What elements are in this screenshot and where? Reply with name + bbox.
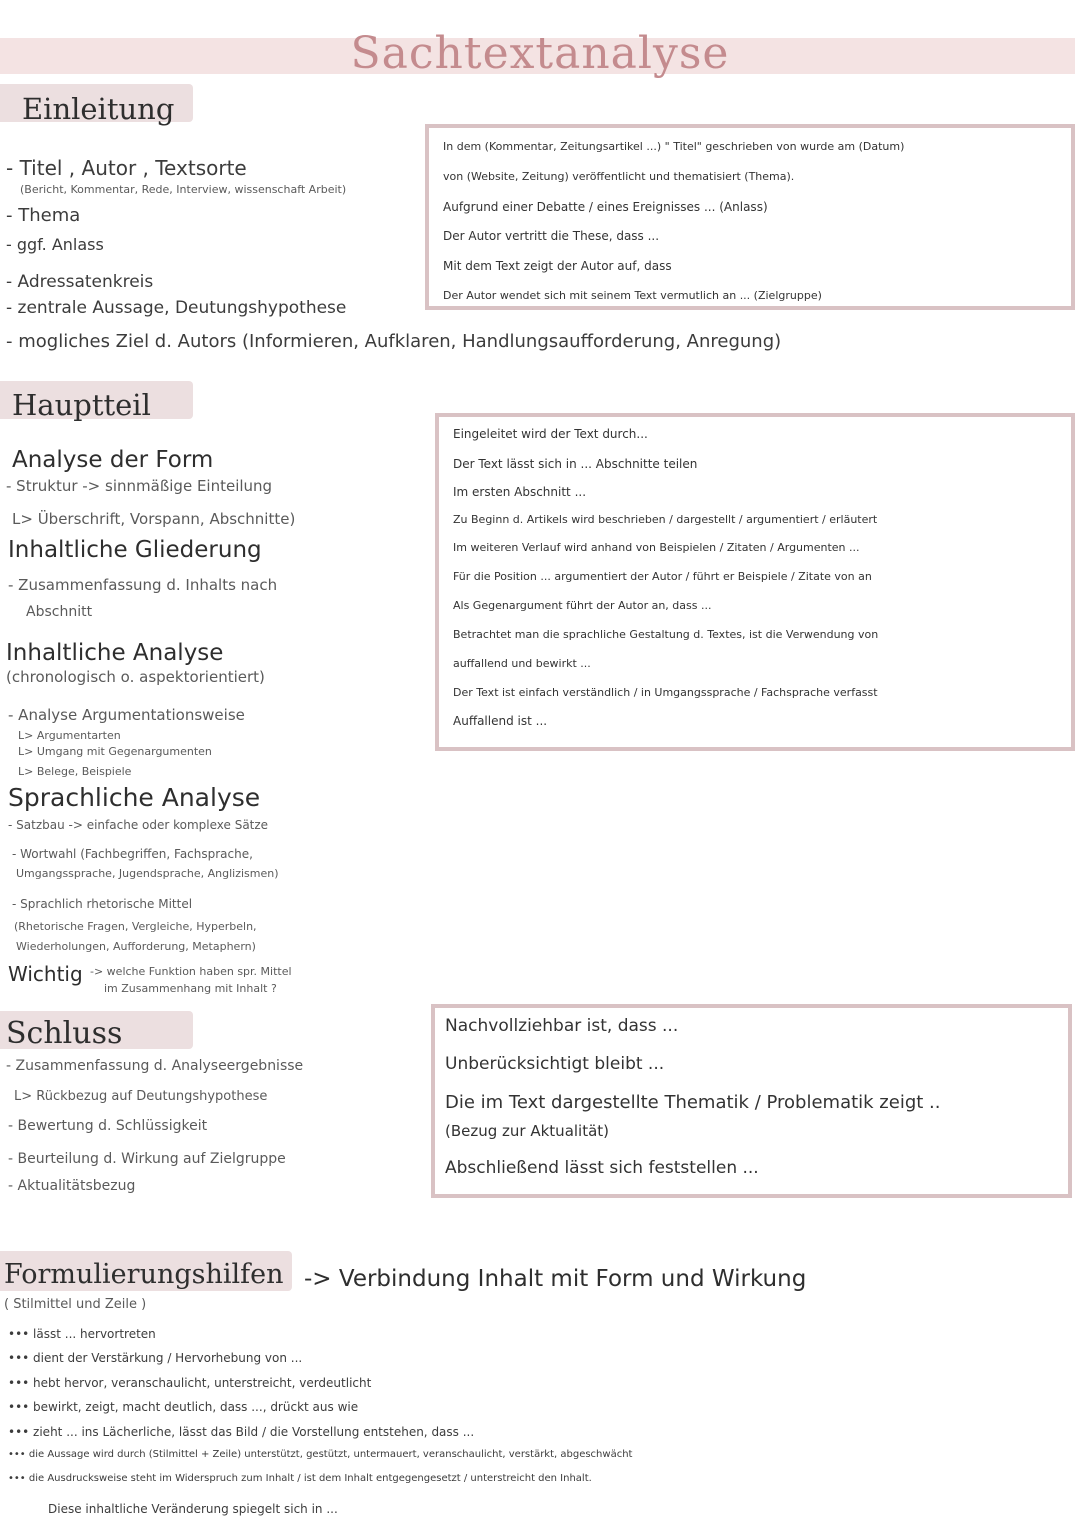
form-item: - Struktur -> sinnmäßige Einteilung: [6, 477, 273, 495]
formulierung-line: ••• dient der Verstärkung / Hervorhebung von ...: [8, 1351, 303, 1365]
einleitung-phrase-box: [425, 124, 1075, 310]
schluss-item: - Beurteilung d. Wirkung auf Zielgruppe: [8, 1151, 286, 1167]
gliederung-item: - Zusammenfassung d. Inhalts nach: [8, 576, 278, 594]
gliederung-item: Abschnitt: [26, 604, 93, 620]
inhalt-item: - Analyse Argumentationsweise: [8, 706, 245, 724]
formulierung-line: ••• bewirkt, zeigt, macht deutlich, dass ..., drückt aus wie: [8, 1400, 359, 1414]
phrase-line: Als Gegenargument führt der Autor an, dass ...: [453, 599, 712, 612]
formulierung-line: ••• die Ausdrucksweise steht im Widerspruch zum Inhalt / ist dem Inhalt entgegengesetzt / unterstreicht den Inhalt.: [8, 1473, 592, 1484]
phrase-line: Nachvollziehbar ist, dass ...: [445, 1016, 679, 1036]
inhalt-title: Inhaltliche Analyse: [6, 640, 224, 666]
sprache-item: Umgangssprache, Jugendsprache, Anglizismen): [16, 867, 279, 880]
phrase-line: Abschließend lässt sich feststellen ...: [445, 1158, 759, 1178]
wichtig-label: Wichtig: [8, 962, 83, 986]
inhalt-item: L> Umgang mit Gegenargumenten: [18, 745, 212, 758]
hauptteil-phrase-box: [435, 413, 1075, 751]
form-item: L> Überschrift, Vorspann, Abschnitte): [12, 510, 296, 528]
form-title: Analyse der Form: [12, 447, 214, 473]
inhalt-item: L> Belege, Beispiele: [18, 765, 132, 778]
formulierung-arrow-text: -> Verbindung Inhalt mit Form und Wirkung: [304, 1266, 807, 1292]
schluss-item: - Bewertung d. Schlüssigkeit: [8, 1118, 208, 1134]
phrase-line: auffallend und bewirkt ...: [453, 657, 591, 670]
formulierung-line: Diese inhaltliche Veränderung spiegelt sich in ...: [48, 1502, 338, 1516]
sprache-item: - Wortwahl (Fachbegriffen, Fachsprache,: [12, 847, 253, 861]
page-title: Sachtextanalyse: [350, 28, 730, 79]
phrase-line: Auffallend ist ...: [453, 714, 548, 728]
formulierung-line: ••• hebt hervor, veranschaulicht, unterstreicht, verdeutlicht: [8, 1376, 372, 1390]
phrase-line: Im ersten Abschnitt ...: [453, 485, 587, 499]
phrase-line: von (Website, Zeitung) veröffentlicht und thematisiert (Thema).: [443, 170, 795, 183]
einleitung-item: - mogliches Ziel d. Autors (Informieren, Aufklaren, Handlungsaufforderung, Anregung): [6, 331, 782, 352]
phrase-line: Unberücksichtigt bleibt ...: [445, 1054, 665, 1074]
phrase-line: Der Text lässt sich in ... Abschnitte teilen: [453, 457, 698, 471]
phrase-line: In dem (Kommentar, Zeitungsartikel ...) " Titel" geschrieben von wurde am (Datum): [443, 140, 905, 153]
einleitung-item: (Bericht, Kommentar, Rede, Interview, wissenschaft Arbeit): [20, 183, 347, 196]
formulierung-line: ••• lässt ... hervortreten: [8, 1327, 156, 1341]
einleitung-item: - zentrale Aussage, Deutungshypothese: [6, 298, 347, 318]
wichtig-text: im Zusammenhang mit Inhalt ?: [104, 982, 277, 995]
phrase-line: Der Autor vertritt die These, dass ...: [443, 229, 660, 243]
phrase-line: Eingeleitet wird der Text durch...: [453, 427, 648, 441]
schluss-item: - Aktualitätsbezug: [8, 1178, 136, 1194]
phrase-line: Der Autor wendet sich mit seinem Text vermutlich an ... (Zielgruppe): [443, 289, 822, 302]
phrase-line: Im weiteren Verlauf wird anhand von Beispielen / Zitaten / Argumenten ...: [453, 541, 860, 554]
schluss-item: L> Rückbezug auf Deutungshypothese: [14, 1089, 268, 1104]
gliederung-title: Inhaltliche Gliederung: [8, 537, 262, 563]
sprache-item: - Sprachlich rhetorische Mittel: [12, 897, 193, 911]
sprache-item: Wiederholungen, Aufforderung, Metaphern): [16, 940, 256, 953]
hauptteil-header: Hauptteil: [12, 388, 151, 422]
einleitung-header: Einleitung: [22, 92, 175, 126]
einleitung-item: - Titel , Autor , Textsorte: [6, 156, 247, 180]
formulierung-line: ••• zieht ... ins Lächerliche, lässt das Bild / die Vorstellung entstehen, dass ...: [8, 1425, 475, 1439]
phrase-line: Aufgrund einer Debatte / eines Ereignisses ... (Anlass): [443, 200, 768, 214]
phrase-line: Zu Beginn d. Artikels wird beschrieben / dargestellt / argumentiert / erläutert: [453, 513, 878, 526]
sprache-item: - Satzbau -> einfache oder komplexe Sätze: [8, 818, 269, 832]
inhalt-item: L> Argumentarten: [18, 729, 121, 742]
phrase-line: Mit dem Text zeigt der Autor auf, dass: [443, 259, 672, 273]
formulierung-sub: ( Stilmittel und Zeile ): [4, 1297, 147, 1312]
phrase-line: Betrachtet man die sprachliche Gestaltung d. Textes, ist die Verwendung von: [453, 628, 879, 641]
schluss-item: - Zusammenfassung d. Analyseergebnisse: [6, 1058, 304, 1074]
phrase-line: (Bezug zur Aktualität): [445, 1122, 610, 1140]
phrase-line: Für die Position ... argumentiert der Autor / führt er Beispiele / Zitate von an: [453, 570, 872, 583]
schluss-phrase-box: [431, 1004, 1072, 1198]
schluss-header: Schluss: [6, 1016, 123, 1051]
formulierung-header: Formulierungshilfen: [4, 1259, 284, 1290]
sprache-title: Sprachliche Analyse: [8, 783, 261, 812]
einleitung-item: - ggf. Anlass: [6, 235, 104, 254]
wichtig-text: -> welche Funktion haben spr. Mittel: [90, 965, 292, 978]
phrase-line: Der Text ist einfach verständlich / in Umgangssprache / Fachsprache verfasst: [453, 686, 878, 699]
einleitung-item: - Thema: [6, 205, 81, 226]
formulierung-line: ••• die Aussage wird durch (Stilmittel + Zeile) unterstützt, gestützt, untermauert, veranschaulicht, verstärkt, abgeschwächt: [8, 1449, 633, 1460]
inhalt-sub: (chronologisch o. aspektorientiert): [6, 668, 265, 686]
sprache-item: (Rhetorische Fragen, Vergleiche, Hyperbeln,: [14, 920, 257, 933]
einleitung-item: - Adressatenkreis: [6, 272, 154, 292]
phrase-line: Die im Text dargestellte Thematik / Problematik zeigt ..: [445, 1092, 941, 1113]
